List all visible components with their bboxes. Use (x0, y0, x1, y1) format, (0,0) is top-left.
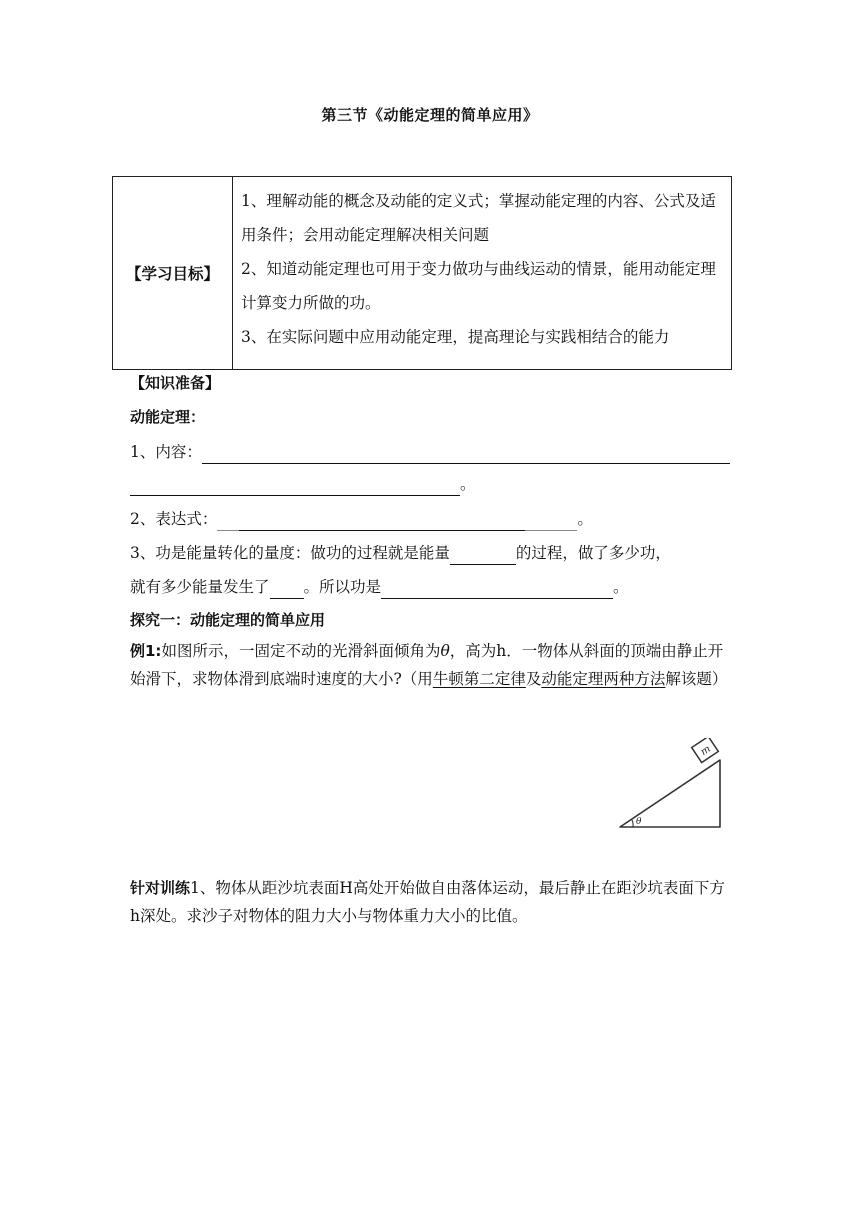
q1-blank-2[interactable] (130, 477, 460, 496)
q1-line (130, 440, 730, 464)
training-label: 针对训练 (130, 879, 191, 897)
incline-triangle (620, 760, 720, 827)
q3-blank-2[interactable] (270, 580, 304, 599)
incline-figure (612, 738, 724, 832)
mass-block (692, 738, 719, 763)
q3-text-1: 3、功是能量转化的量度：做功的过程就是能量 (130, 544, 450, 562)
goals-body (233, 177, 732, 370)
method-newton: 牛顿第二定律 (432, 670, 526, 688)
q3-text-3: 就有多少能量发生了 (130, 578, 270, 596)
q3-blank-1[interactable] (450, 546, 516, 565)
q2-blank-b[interactable] (525, 512, 577, 531)
q2-end: 。 (577, 510, 593, 528)
q1-blank[interactable] (202, 445, 730, 464)
q1-end: 。 (460, 475, 476, 493)
q3-text-4: 。所以功是 (303, 578, 382, 596)
goal-item: 2、知道动能定理也可用于变力做功与曲线运动的情景，能用动能定理计算变力所做的功。 (241, 260, 716, 312)
goal-item: 3、在实际问题中应用动能定理，提高理论与实践相结合的能力 (241, 328, 670, 346)
goal-item: 1、理解动能的概念及动能的定义式；掌握动能定理的内容、公式及适用条件；会用动能定理解决相关问题 (241, 192, 716, 244)
angle-label: θ (636, 817, 642, 827)
q3-blank-3[interactable] (381, 580, 613, 599)
prep-subheading: 动能定理： (130, 408, 206, 426)
learning-goals-table (112, 176, 732, 370)
q3-end: 。 (613, 578, 629, 596)
example-text-1: 如图所示，一固定不动的光滑斜面倾角为 (161, 642, 441, 660)
q2-line (130, 507, 593, 531)
example-conj: 及 (525, 670, 542, 688)
q3-line-2 (130, 575, 629, 599)
training-text: 1、物体从距沙坑表面H高处开始做自由落体运动，最后静止在距沙坑表面下方h深处。求沙子对物体的阻力大小与物体重力大小的比值。 (130, 879, 725, 925)
training-1 (130, 874, 732, 930)
mass-label: m (698, 743, 713, 758)
q3-text-2: 的过程，做了多少功， (515, 544, 671, 562)
example-text-2: ，高为h．一物体从斜面的顶端由静止开始滑下，求物体滑到底端时速度的大小?（用 (130, 642, 724, 688)
theta-symbol: θ (440, 642, 450, 660)
q2-label: 2、表达式： (130, 510, 218, 528)
q2-blank-a[interactable] (217, 512, 239, 531)
q2-blank[interactable] (239, 512, 525, 531)
explore-heading: 探究一：动能定理的简单应用 (130, 611, 326, 629)
page-title: 第三节《动能定理的简单应用》 (321, 106, 539, 124)
angle-arc (632, 820, 633, 827)
q1-line-2 (130, 472, 476, 496)
example-label: 例1: (130, 642, 162, 660)
example-end: 解该题） (665, 670, 728, 688)
method-energy: 动能定理两种方法 (541, 670, 666, 688)
q1-label: 1、内容： (130, 443, 202, 461)
prep-heading: 【知识准备】 (130, 374, 221, 392)
goals-label: 【学习目标】 (113, 177, 233, 370)
example-1 (130, 637, 732, 693)
q3-line (130, 541, 671, 565)
